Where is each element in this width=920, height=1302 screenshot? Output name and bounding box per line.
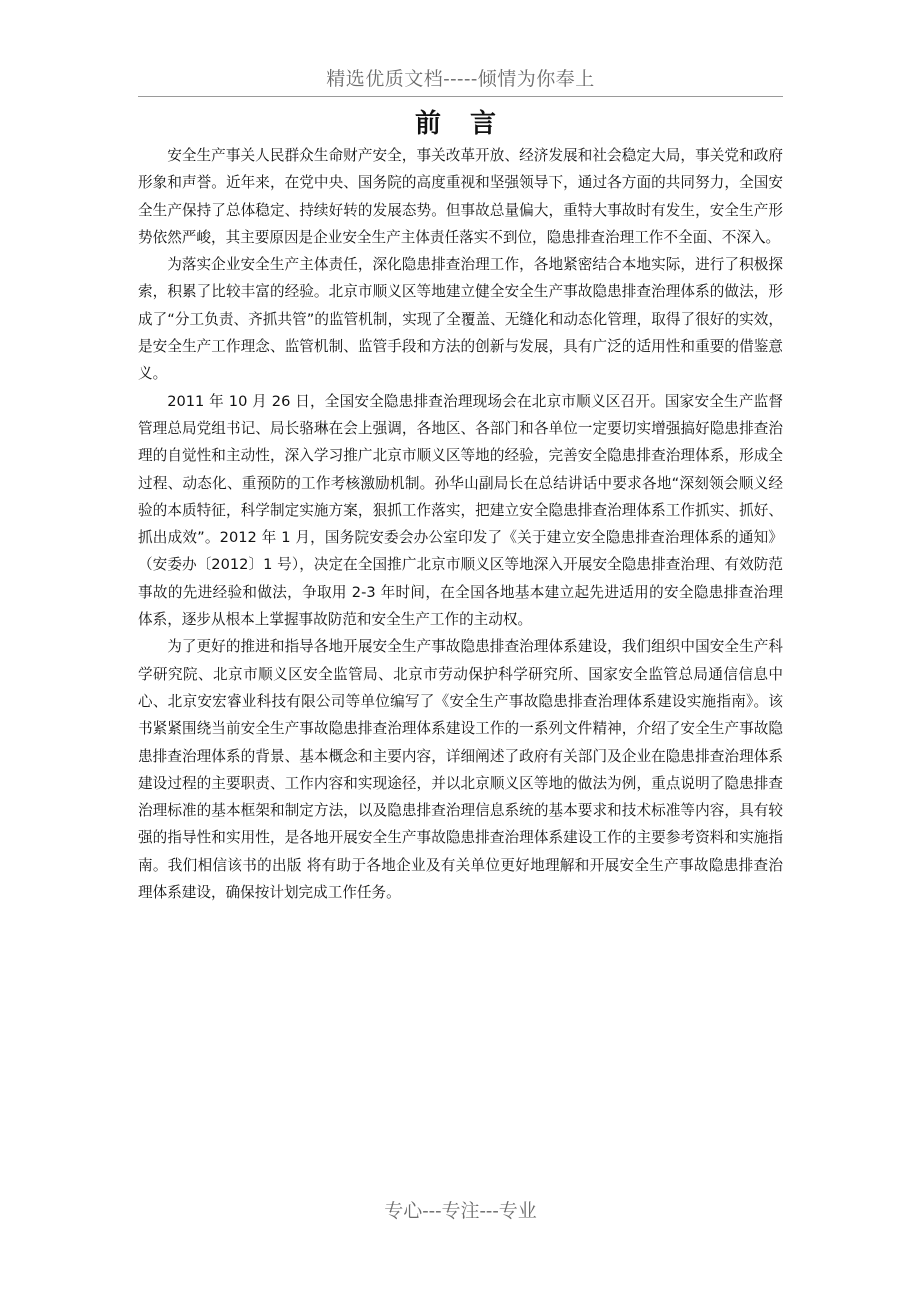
paragraph-1: 安全生产事关人民群众生命财产安全，事关改革开放、经济发展和社会稳定大局，事关党和政府形象和声誉。近年来，在党中央、国务院的高度重视和坚强领导下，通过各方面的共同努力，全国安全生产保持了总体稳定、持续好转的发展态势。但事故总量偏大，重特大事故时有发生，安全生产形势依然严峻，其主要原因是企业安全生产主体责任落实不到位，隐患排查治理工作不全面、不深入。 <box>138 147 783 246</box>
paragraph-3: 2011 年 10 月 26 日，全国安全隐患排查治理现场会在北京市顺义区召开。国家安全生产监督管理总局党组书记、局长骆琳在会上强调，各地区、各部门和各单位一定要切实增强搞好隐患排查治理的自觉性和主动性，深入学习推广北京市顺义区等地的经验，完善安全隐患排查治理体系，形成全过程、动态化、重预防的工作考核激励机制。孙华山副局长在总结讲话中要求各地“深刻领会顺义经验的本质特征，科学制定实施方案，狠抓工作落实，把建立安全隐患排查治理体系工作抓实、抓好、抓出成效”。2012 年 1 月，国务院安委会办公室印发了《关于建立安全隐患排查治理体系的通知》（安委办〔2012〕1 号），决定在全国推广北京市顺义区等地深入开展安全隐患排查治理、有效防范事故的先进经验和做法，争取用 2-3 年时间，在全国各地基本建立起先进适用的安全隐患排查治理体系，逐步从根本上掌握事故防范和安全生产工作的主动权。 <box>138 392 783 629</box>
document-body <box>138 142 783 906</box>
page-header <box>138 64 783 97</box>
page-footer <box>138 1196 783 1226</box>
footer-text: 专心---专注---专业 <box>384 1200 537 1222</box>
paragraph-2: 为落实企业安全生产主体责任，深化隐患排查治理工作，各地紧密结合本地实际，进行了积极探索，积累了比较丰富的经验。北京市顺义区等地建立健全安全生产事故隐患排查治理体系的做法，形成了“分工负责、齐抓共管”的监管机制，实现了全覆盖、无缝化和动态化管理，取得了很好的实效，是安全生产工作理念、监管机制、监管手段和方法的创新与发展，具有广泛的适用性和重要的借鉴意义。 <box>138 256 783 383</box>
header-text: 精选优质文档-----倾情为你奉上 <box>326 68 595 90</box>
paragraph-4: 为了更好的推进和指导各地开展安全生产事故隐患排查治理体系建设，我们组织中国安全生产科学研究院、北京市顺义区安全监管局、北京市劳动保护科学研究所、国家安全监管总局通信信息中心、北京安宏睿业科技有限公司等单位编写了《安全生产事故隐患排查治理体系建设实施指南》。该书紧紧围绕当前安全生产事故隐患排查治理体系建设工作的一系列文件精神，介绍了安全生产事故隐患排查治理体系的背景、基本概念和主要内容，详细阐述了政府有关部门及企业在隐患排查治理体系建设过程的主要职责、工作内容和实现途径，并以北京顺义区等地的做法为例，重点说明了隐患排查治理标准的基本框架和制定方法，以及隐患排查治理信息系统的基本要求和技术标准等内容，具有较强的指导性和实用性，是各地开展安全生产事故隐患排查治理体系建设工作的主要参考资料和实施指南。我们相信该书的出版 将有助于各地企业及有关单位更好地理解和开展安全生产事故隐患排查治理体系建设，确保按计划完成工作任务。 <box>138 638 783 902</box>
page-title: 前 言 <box>414 109 507 139</box>
